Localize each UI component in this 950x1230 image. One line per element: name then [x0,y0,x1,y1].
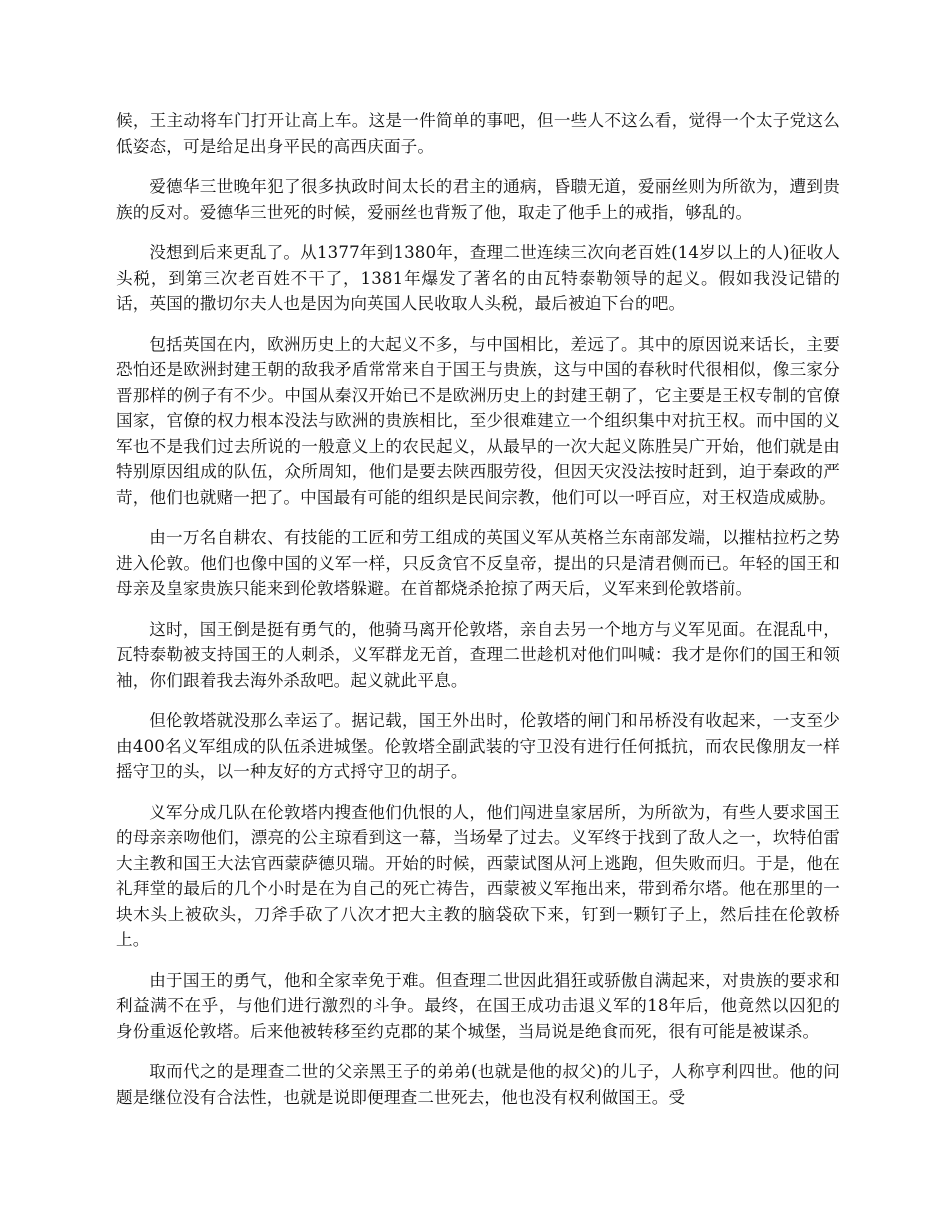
paragraph: 爱德华三世晚年犯了很多执政时间太长的君主的通病，昏聩无道，爱丽丝则为所欲为，遭到贵族的反对。爱德华三世死的时候，爱丽丝也背叛了他，取走了他手上的戒指，够乱的。 [116,177,840,222]
paragraph: 候，王主动将车门打开让高上车。这是一件简单的事吧，但一些人不这么看，觉得一个太子党这么低姿态，可是给足出身平民的高西庆面子。 [116,111,840,156]
paragraph: 包括英国在内，欧洲历史上的大起义不多，与中国相比，差远了。其中的原因说来话长，主要恐怕还是欧洲封建王朝的敌我矛盾常常来自于国王与贵族，这与中国的春秋时代很相似，像三家分晋那样的例子有不少。中国从秦汉开始已不是欧洲历史上的封建王朝了，它主要是王权专制的官僚国家，官僚的权力根本没法与欧洲的贵族相比，至少很难建立一个组织集中对抗王权。而中国的义军也不是我们过去所说的一般意义上的农民起义，从最早的一次大起义陈胜吴广开始，他们就是由特别原因组成的队伍，众所周知，他们是要去陕西服劳役，但因天灾没法按时赶到，迫于秦政的严苛，他们也就赌一把了。中国最有可能的组织是民间宗教，他们可以一呼百应，对王权造成威胁。 [116,334,840,507]
paragraph: 但伦敦塔就没那么幸运了。据记载，国王外出时，伦敦塔的闸门和吊桥没有收起来，一支至少由400名义军组成的队伍杀进城堡。伦敦塔全副武装的守卫没有进行任何抵抗，而农民像朋友一样摇守卫的头，以一种友好的方式捋守卫的胡子。 [116,711,840,781]
paragraph: 由于国王的勇气，他和全家幸免于难。但查理二世因此猖狂或骄傲自满起来，对贵族的要求和利益满不在乎，与他们进行激烈的斗争。最终，在国王成功击退义军的18年后，他竟然以囚犯的身份重返伦敦塔。后来他被转移至约克郡的某个城堡，当局说是绝食而死，很有可能是被谋杀。 [116,970,840,1041]
paragraph: 由一万名自耕农、有技能的工匠和劳工组成的英国义军从英格兰东南部发端，以摧枯拉朽之势进入伦敦。他们也像中国的义军一样，只反贪官不反皇帝，提出的只是清君侧而已。年轻的国王和母亲及皇家贵族只能来到伦敦塔躲避。在首都烧杀抢掠了两天后，义军来到伦敦塔前。 [116,528,840,598]
paragraph: 没想到后来更乱了。从1377年到1380年，查理二世连续三次向老百姓(14岁以上的人)征收人头税，到第三次老百姓不干了，1381年爆发了著名的由瓦特泰勒领导的起义。假如我没记错的话，英国的撒切尔夫人也是因为向英国人民收取人头税，最后被迫下台的吧。 [116,243,840,313]
document-body [116,108,840,1125]
paragraph: 这时，国王倒是挺有勇气的，他骑马离开伦敦塔，亲自去另一个地方与义军见面。在混乱中，瓦特泰勒被支持国王的人刺杀，义军群龙无首，查理二世趁机对他们叫喊：我才是你们的国王和领袖，你们跟着我去海外杀敌吧。起义就此平息。 [116,619,840,690]
paragraph: 义军分成几队在伦敦塔内搜查他们仇恨的人，他们闯进皇家居所，为所欲为，有些人要求国王的母亲亲吻他们，漂亮的公主琼看到这一幕，当场晕了过去。义军终于找到了敌人之一，坎特伯雷大主教和国王大法官西蒙萨德贝瑞。开始的时候，西蒙试图从河上逃跑，但失败而归。于是，他在礼拜堂的最后的几个小时是在为自己的死亡祷告，西蒙被义军拖出来，带到希尔塔。他在那里的一块木头上被砍头，刀斧手砍了八次才把大主教的脑袋砍下来，钉到一颗钉子上，然后挂在伦敦桥上。 [116,802,840,949]
paragraph: 取而代之的是理查二世的父亲黑王子的弟弟(也就是他的叔父)的儿子，人称亨利四世。他的问题是继位没有合法性，也就是说即便理查二世死去，他也没有权利做国王。受 [116,1062,840,1107]
